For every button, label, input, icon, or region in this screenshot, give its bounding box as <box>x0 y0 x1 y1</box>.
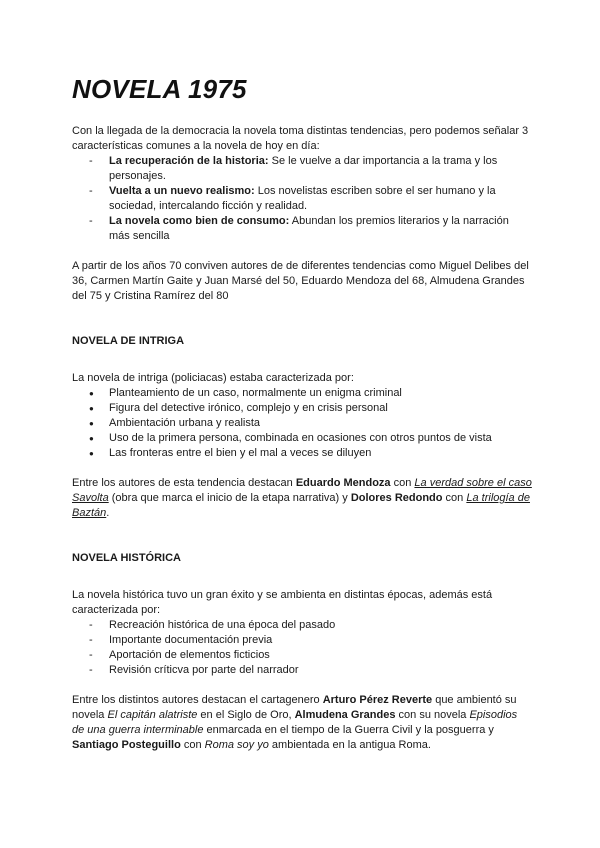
intriga-list <box>72 386 532 461</box>
work-title: Roma soy yo <box>204 739 269 751</box>
author-name: Almudena Grandes <box>294 709 396 721</box>
author-name: Arturo Pérez Reverte <box>322 694 433 706</box>
author-name: Santiago Posteguillo <box>72 739 181 751</box>
list-item <box>72 154 532 184</box>
intriga-authors-paragraph <box>72 476 532 521</box>
list-item: - Recreación histórica de una época del pasado <box>72 618 532 633</box>
text-run: ambientada en la antigua Roma. <box>268 739 431 751</box>
authors-paragraph: A partir de los años 70 conviven autores de de diferentes tendencias como Miguel Delibes del 36, Carmen Martín Gaite y Juan Marsé del 50, Eduardo Mendoza del 68, Almudena Grandes del 75 y Cristina Ramírez del 80 <box>72 260 529 302</box>
intriga-lead: La novela de intriga (policiacas) estaba caracterizada por: <box>72 372 354 384</box>
list-item: - Aportación de elementos ficticios <box>72 648 532 663</box>
features-list <box>72 154 532 244</box>
page-title: NOVELA 1975 <box>72 74 247 104</box>
author-name: Dolores Redondo <box>350 492 443 504</box>
list-item: - Revisión críticva por parte del narrador <box>72 663 532 678</box>
list-item: - Importante documentación previa <box>72 633 532 648</box>
author-name: Eduardo Mendoza <box>295 477 391 489</box>
text-run: . <box>106 507 110 519</box>
list-item: ● Ambientación urbana y realista <box>72 416 532 431</box>
list-item: ● Las fronteras entre el bien y el mal a veces se diluyen <box>72 446 532 461</box>
text-run: con <box>442 492 467 504</box>
text-run: enmarcada en el tiempo de la Guerra Civil y la posguerra y <box>203 724 494 736</box>
text-run: con <box>180 739 205 751</box>
text-run: Entre los autores de esta tendencia destacan <box>72 477 296 489</box>
text-run: en el Siglo de Oro, <box>197 709 295 721</box>
text-run: con <box>390 477 415 489</box>
text-run: (obra que marca el inicio de la etapa narrativa) y <box>108 492 351 504</box>
work-title: Episodios de una guerra interminable <box>72 709 518 736</box>
feature-text: Los novelistas escriben sobre el ser humano y la sociedad, intercalando ficción y realidad. <box>109 185 496 212</box>
text-run: Entre los distintos autores destacan el cartagenero <box>72 694 323 706</box>
list-item: ● Figura del detective irónico, complejo y en crisis personal <box>72 401 532 416</box>
feature-term: La novela como bien de consumo: <box>109 215 290 227</box>
document-content <box>72 74 532 753</box>
work-link[interactable]: La trilogía de Baztán <box>72 492 530 519</box>
section-heading-historica: NOVELA HISTÓRICA <box>72 552 181 564</box>
intro-paragraph: Con la llegada de la democracia la novela toma distintas tendencias, pero podemos señalar 3 características comunes a la novela de hoy en día: <box>72 125 529 152</box>
feature-term: Vuelta a un nuevo realismo: <box>109 185 255 197</box>
list-item: ● Uso de la primera persona, combinada en ocasiones con otros puntos de vista <box>72 431 532 446</box>
text-run: que ambientó su novela <box>72 694 517 721</box>
work-title: El capitán alatriste <box>107 709 198 721</box>
feature-text: Abundan los premios literarios y la narración más sencilla <box>109 215 509 242</box>
section-heading-intriga: NOVELA DE INTRIGA <box>72 335 185 347</box>
historica-authors-paragraph <box>72 693 532 753</box>
text-run: con su novela <box>395 709 470 721</box>
historica-lead: La novela histórica tuvo un gran éxito y se ambienta en distintas épocas, además está caracterizada por: <box>72 589 493 616</box>
feature-term: La recuperación de la historia: <box>109 155 269 167</box>
list-item <box>72 214 532 244</box>
feature-text: Se le vuelve a dar importancia a la trama y los personajes. <box>109 155 498 182</box>
historica-list <box>72 618 532 678</box>
work-link[interactable]: La verdad sobre el caso Savolta <box>72 477 532 504</box>
list-item <box>72 184 532 214</box>
list-item: ● Planteamiento de un caso, normalmente un enigma criminal <box>72 386 532 401</box>
